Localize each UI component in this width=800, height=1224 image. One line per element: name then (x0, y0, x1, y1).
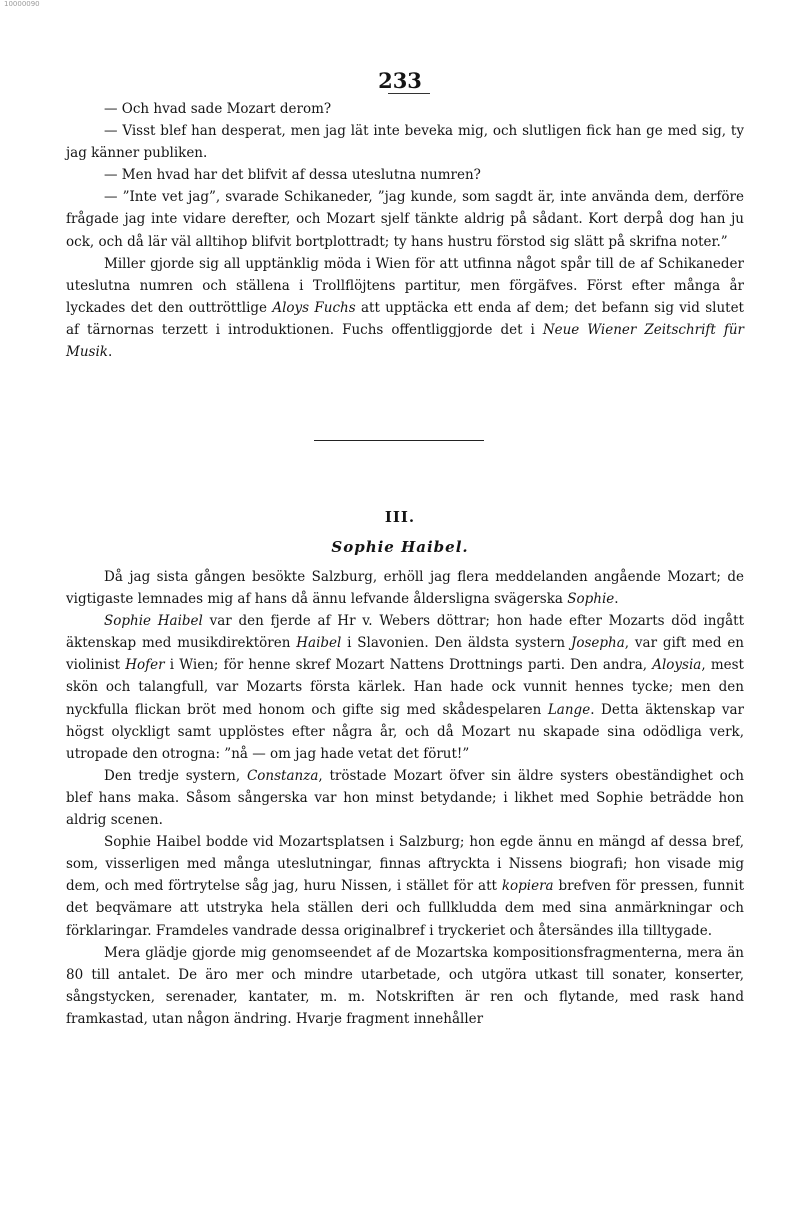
journal-title: Neue Wiener Zeitschrift für Musik (66, 321, 744, 361)
person-name: Josepha (570, 635, 625, 652)
person-name: Lange (547, 701, 591, 718)
text: i Wien; för henne skref Mozart Nattens Drottnings parti. Den andra, (164, 657, 653, 674)
dialogue-line: — ”Inte vet jag”, svarade Schikaneder, ”jag kunde, som sagdt är, inte använda dem, derföre frågade jag inte vidare derefter, och Mozart sjelf tänkte aldrig på sådant. Kort derpå dog han ju ock, och då lär väl alltihop blifvit bortplottradt; ty hans hustru förstod sig slätt på skrifna noter.” (66, 189, 744, 250)
text: Den tredje systern, (104, 767, 247, 784)
text: , tröstade Mozart öfver sin äldre systers obeständighet och blef hans maka. Såsom sångerska var hon minst betydande; i likhet med Sophie beträdde hon aldrig scenen. (66, 767, 744, 829)
text: , var gift med en violinist (66, 635, 744, 674)
person-name: Sophie Haibel (104, 613, 203, 630)
emphasis: kopiera (501, 878, 554, 895)
article-block (66, 566, 744, 1030)
page-number: 233 (378, 68, 422, 93)
person-name: Haibel (296, 635, 342, 652)
page-number-rule (388, 93, 430, 94)
text: i Slavonien. Den äldsta systern (341, 635, 571, 652)
text: var den fjerde af Hr v. Webers döttrar; hon hade efter Mozarts död ingått äktenskap med musikdirektören (66, 613, 745, 652)
person-name: Sophie (567, 591, 615, 608)
text: Sophie Haibel bodde vid Mozartsplatsen i Salzburg; hon egde ännu en mängd af dessa bref, som, visserligen med många uteslutningar, finnas aftryckta i Nissens biografi; hon visade mig dem, och med förtrytelse såg jag, huru Nissen, i stället för att (66, 834, 744, 895)
text: Miller gjorde sig all upptänklig möda i Wien för att utfinna något spår till de af Schikaneder uteslutna numren och ställena i Trollflöjtens partitur, men förgäfves. Först efter många år lyckades det den outtröttlige (66, 255, 744, 316)
section-numeral: III. (384, 508, 416, 526)
paragraph: Mera glädje gjorde mig genomseendet af de Mozartska kompositionsfragmenterna, mera än 80 till antalet. De äro mer och mindre utarbetade, och utgöra utkast till sonater, konserter, sångstycken, serenader, kantater, m. m. Notskriften är ren och flytande, med rask hand framkastad, utan någon ändring. Hvarje fragment innehåller (66, 944, 744, 1027)
text: . (107, 344, 113, 361)
dialogue-line: — Men hvad har det blifvit af dessa uteslutna numren? (104, 167, 481, 184)
section-title: Sophie Haibel. (331, 538, 469, 556)
paragraph (66, 566, 744, 610)
paragraph (66, 765, 744, 831)
dialogue-block (66, 98, 744, 363)
scan-id: 10000090 (4, 0, 40, 8)
person-name: Aloys Fuchs (272, 299, 356, 316)
dialogue-line: — Och hvad sade Mozart derom? (104, 101, 332, 117)
text: brefven för pressen, funnit det beqvämare att utstryka hela ställen deri och fullkludda dem med sina anmärkningar och förklaringar. Framdeles vandrade dessa originalbref i tryckeriet och återsändes illa tilltygade. (66, 878, 744, 939)
miller-paragraph (66, 253, 744, 363)
text: . Detta äktenskap var högst olyckligt samt upplöstes efter några år, och då Mozart nu skapade sina odödliga verk, utropade den otrogna: ”nå — om jag hade vetat det förut!” (66, 701, 744, 762)
person-name: Aloysia (652, 657, 702, 674)
text: , mest skön och talangfull, var Mozarts första kärlek. Han hade ock vunnit hennes tycke; men den nyckfulla flickan bröt med honom och gifte sig med skådespelaren (66, 657, 744, 718)
person-name: Constanza (246, 767, 319, 784)
dialogue-line: — Visst blef han desperat, men jag lät inte beveka mig, och slutligen fick han ge med sig, ty jag känner publiken. (66, 123, 744, 162)
paragraph (66, 831, 744, 941)
text: att upptäcka ett enda af dem; det befann sig vid slutet af tärnornas terzett i introduktionen. Fuchs offentliggjorde det i (66, 299, 744, 338)
person-name: Hofer (125, 657, 165, 674)
text: . (614, 591, 619, 608)
text: Då jag sista gången besökte Salzburg, erhöll jag flera meddelanden angående Mozart; de vigtigaste lemnades mig af hans då ännu lefvande åldersligna svägerska (66, 569, 744, 608)
paragraph (66, 610, 744, 765)
section-divider (314, 440, 484, 441)
